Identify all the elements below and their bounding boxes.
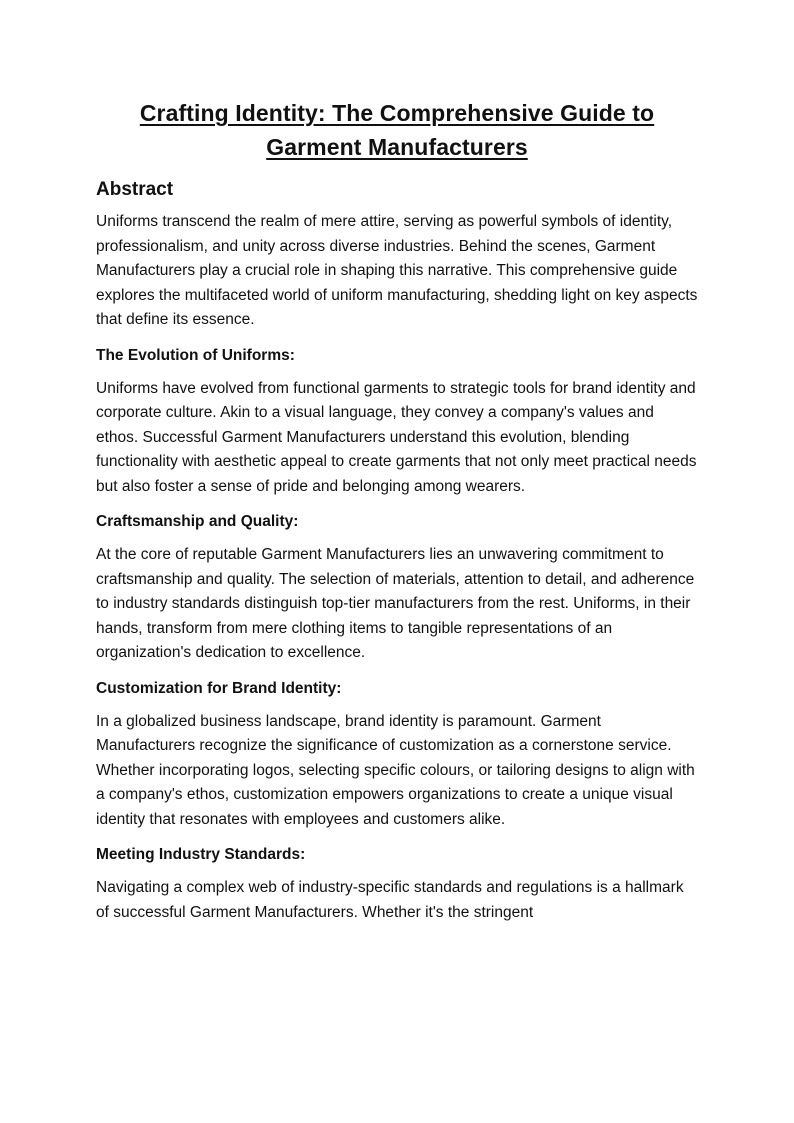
section-paragraph-industry-standards: Navigating a complex web of industry-specific standards and regulations is a hallmark of successful Garment Manufacturers. Whether it's the stringent — [96, 879, 684, 921]
section-heading-customization: Customization for Brand Identity: — [96, 679, 342, 697]
section-heading-craftsmanship: Craftsmanship and Quality: — [96, 513, 299, 530]
document-title-line-1: Crafting Identity: The Comprehensive Guide to — [139, 100, 655, 126]
section-paragraph-craftsmanship: At the core of reputable Garment Manufacturers lies an unwavering commitment to craftsmanship and quality. The selection of materials, attention to detail, and adherence to industry standards distinguish top-tier manufacturers from the rest. Uniforms, in their hands, transform from mere clothing items to tangible representations of an organization's dedication to excellence. — [96, 546, 695, 661]
document-title — [96, 96, 698, 164]
abstract-heading: Abstract — [96, 179, 174, 200]
section-heading-industry-standards: Meeting Industry Standards: — [96, 846, 306, 863]
section-paragraph-evolution: Uniforms have evolved from functional garments to strategic tools for brand identity and corporate culture. Akin to a visual language, they convey a company's values and ethos. Successful Garment Manufacturers understand this evolution, blending functionality with aesthetic appeal to create garments that not only meet practical needs but also foster a sense of pride and belonging among wearers. — [96, 379, 697, 495]
document-title-line-2: Garment Manufacturers — [266, 134, 528, 160]
section-paragraph-customization: In a globalized business landscape, brand identity is paramount. Garment Manufacturers recognize the significance of customization as a cornerstone service. Whether incorporating logos, selecting specific colours, or tailoring designs to align with a company's ethos, customization empowers organizations to create a unique visual identity that resonates with employees and customers alike. — [96, 712, 695, 828]
document-page — [96, 96, 698, 925]
abstract-paragraph: Uniforms transcend the realm of mere attire, serving as powerful symbols of identity, professionalism, and unity across diverse industries. Behind the scenes, Garment Manufacturers play a crucial role in shaping this narrative. This comprehensive guide explores the multifaceted world of uniform manufacturing, shedding light on key aspects that define its essence. — [96, 213, 698, 328]
section-heading-evolution: The Evolution of Uniforms: — [96, 346, 295, 364]
